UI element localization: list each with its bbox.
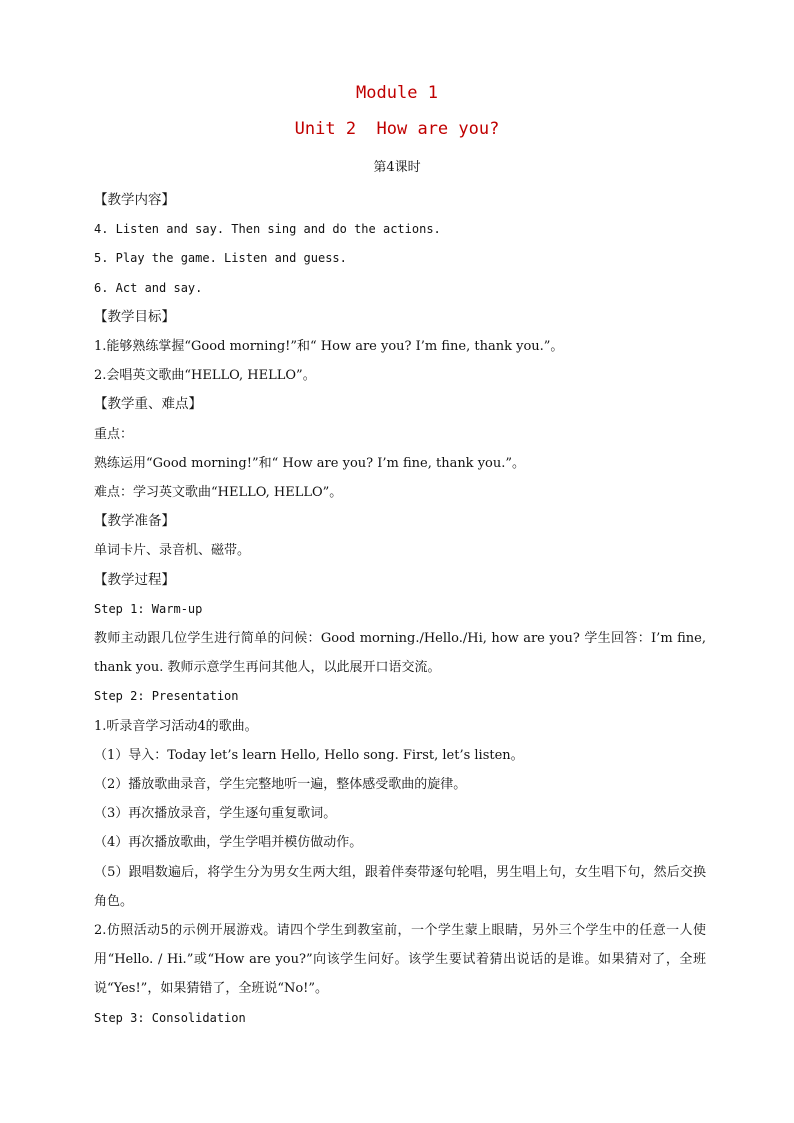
- step-list-item: （5）跟唱数遍后，将学生分为男女生两大组，跟着伴奏带逐句轮唱，男生唱上句，女生唱下句，然后交换角色。: [94, 864, 706, 909]
- section-heading-key-points: 【教学重、难点】: [94, 396, 202, 413]
- step-list-item: （3）再次播放录音，学生逐句重复歌词。: [94, 806, 337, 822]
- content-item: 6. Act and say.: [94, 280, 203, 295]
- step-paragraph: 教师主动跟几位学生进行简单的问候：Good morning./Hello./Hi, how are you? 学生回答：I’m fine, thank you. 教师示意学生再问其他人，以此展开口语交流。: [94, 631, 706, 676]
- step-list-item: （4）再次播放歌曲，学生学唱并模仿做动作。: [94, 835, 363, 851]
- section-heading-process: 【教学过程】: [94, 571, 175, 588]
- content-item: 4. Listen and say. Then sing and do the actions.: [94, 222, 441, 237]
- prep-item: 单词卡片、录音机、磁带。: [94, 543, 251, 559]
- key-point-item: 难点：学习英文歌曲“HELLO, HELLO”。: [94, 485, 343, 501]
- key-point-item: 熟练运用“Good morning!”和“ How are you? I’m fine, thank you.”。: [94, 455, 526, 471]
- unit-title: Unit 2 How are you?: [294, 119, 500, 139]
- step-paragraph: 2.仿照活动5的示例开展游戏。请四个学生到教室前，一个学生蒙上眼睛，另外三个学生中的任意一人使用“Hello. / Hi.”或“How are you?”向该学生问好。该学生要试着猜出说话的是谁。如果猜对了，全班说“Yes!”，如果猜错了，全班说“No!”。: [94, 923, 706, 997]
- section-heading-prep: 【教学准备】: [94, 513, 175, 530]
- content-item: 5. Play the game. Listen and guess.: [94, 251, 347, 266]
- step-title: Step 1: Warm-up: [94, 601, 203, 616]
- step-list-item: （2）播放歌曲录音，学生完整地听一遍，整体感受歌曲的旋律。: [94, 777, 467, 793]
- section-heading-content: 【教学内容】: [94, 192, 175, 208]
- step-subheading: 1.听录音学习活动4的歌曲。: [94, 718, 258, 734]
- module-title: Module 1: [356, 83, 438, 103]
- key-point-item: 重点：: [94, 426, 134, 442]
- step-title: Step 2: Presentation: [94, 689, 239, 704]
- section-heading-goals: 【教学目标】: [94, 308, 175, 325]
- document-body: [94, 186, 706, 1033]
- step-title: Step 3: Consolidation: [94, 1010, 246, 1025]
- goal-item: 2.会唱英文歌曲“HELLO, HELLO”。: [94, 368, 316, 384]
- goal-item: 1.能够熟练掌握“Good morning!”和“ How are you? I’m fine, thank you.”。: [94, 339, 564, 355]
- lesson-label: 第4课时: [373, 160, 421, 175]
- step-list-item: （1）导入：Today let’s learn Hello, Hello song. First, let’s listen。: [94, 747, 524, 763]
